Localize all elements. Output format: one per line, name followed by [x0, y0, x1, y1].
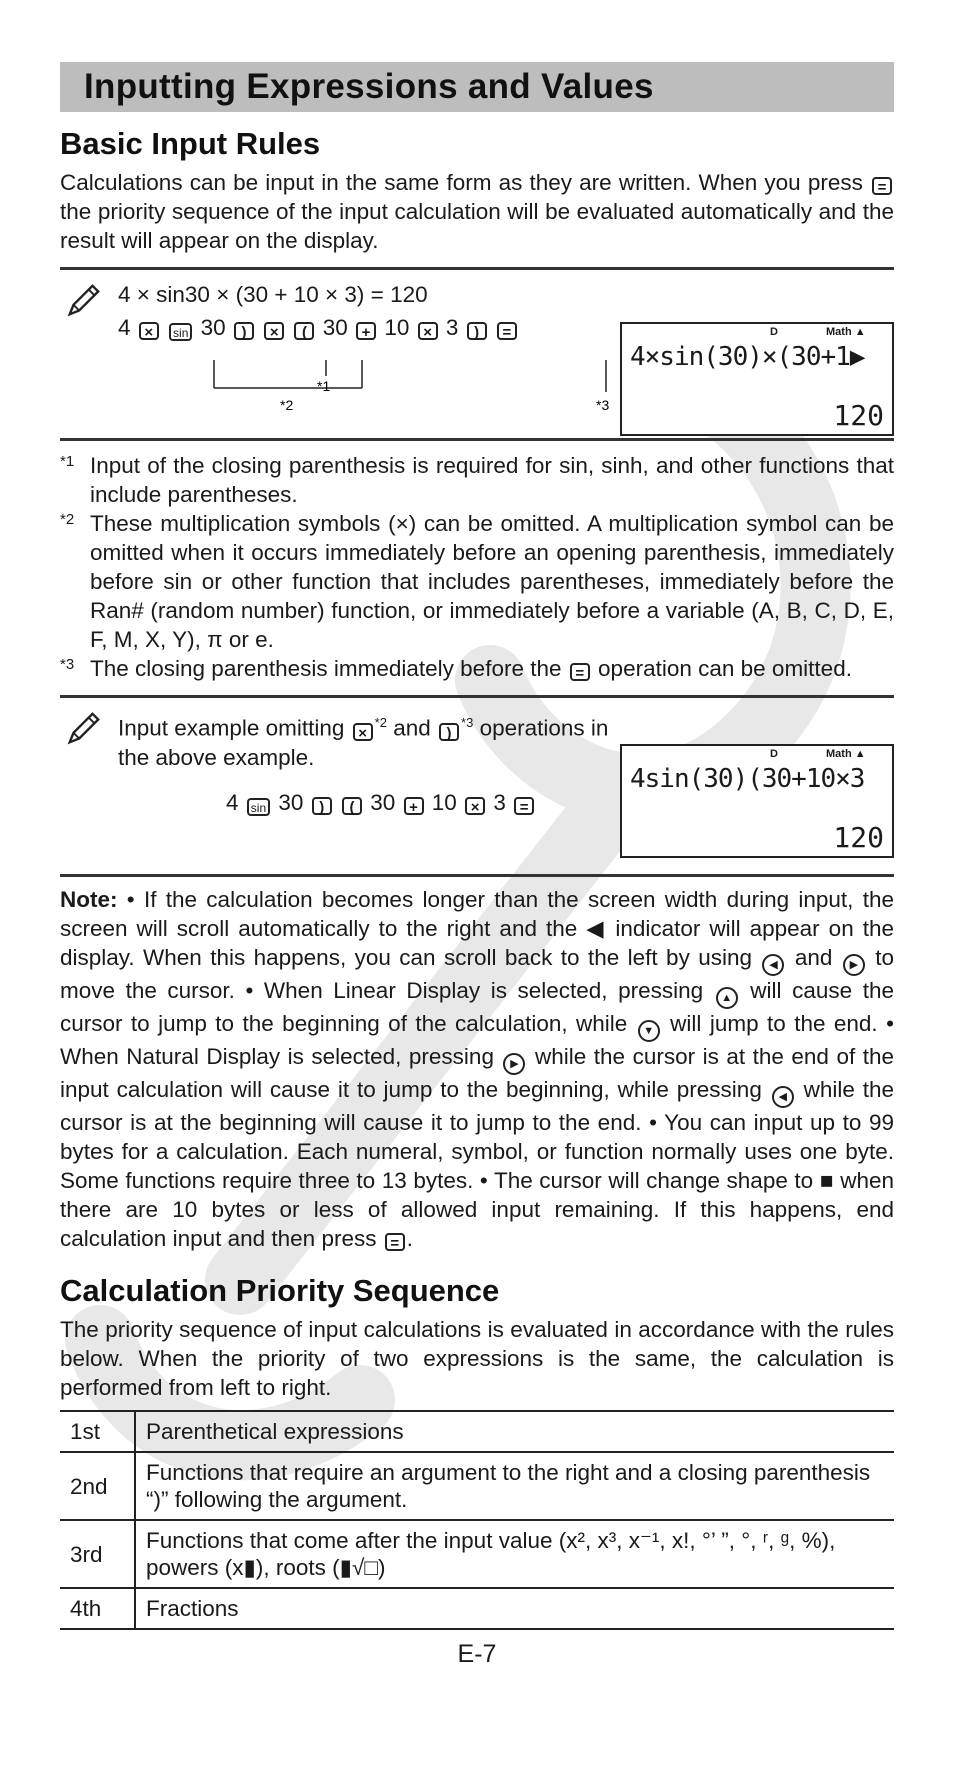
example-2-text: Input example omitting ×$^{*2}$ and )$^{*3}$ operations in the above example. — [118, 715, 609, 770]
up-arrow-key-icon: ▲ — [716, 987, 738, 1009]
section-title-bar — [60, 62, 894, 112]
page-number: E-7 — [457, 1640, 497, 1668]
table-row: 3rd Functions that come after the input value (x², x³, x⁻¹, x!, °’ ”, °, ʳ, ᵍ, %), powers (x▮), roots (▮√□) — [60, 1520, 894, 1588]
right-arrow-key-icon: ▶ — [843, 954, 865, 976]
math-indicator: Math ▲ — [826, 326, 866, 338]
pencil-icon — [64, 710, 102, 748]
page-title: Inputting Expressions and Values — [84, 67, 654, 106]
degree-indicator: D — [770, 748, 778, 760]
mark-3: *3 — [596, 397, 610, 413]
display-expression: 4sin(30)(30+10×3 — [630, 764, 865, 794]
close-paren-key-icon: ) — [467, 322, 487, 340]
example-1 — [60, 267, 894, 441]
display-result: 120 — [833, 399, 884, 432]
basic-input-intro: Calculations can be input in the same form as they are written. When you press = the priority sequence of the input calculation will be evaluated automatically and the result will appear on the display. — [60, 170, 894, 253]
right-arrow-key-icon: ▶ — [503, 1053, 525, 1075]
close-paren-key-icon: ) — [234, 322, 254, 340]
display-expression: 4×sin(30)×(30+1▶ — [630, 342, 865, 372]
equals-key-icon: = — [570, 663, 590, 681]
priority-heading: Calculation Priority Sequence — [60, 1273, 500, 1308]
basic-input-heading: Basic Input Rules — [60, 126, 321, 161]
left-arrow-key-icon: ◀ — [772, 1086, 794, 1108]
degree-indicator: D — [770, 326, 778, 338]
footnotes — [60, 451, 894, 683]
equals-key-icon: = — [514, 797, 534, 815]
left-arrow-key-icon: ◀ — [762, 954, 784, 976]
table-row: 4th Fractions — [60, 1588, 894, 1629]
note-paragraph: Note: • If the calculation becomes longer than the screen width during input, the screen will scroll automatically to the right and the ◀ indicator will appear on the display. When this happens, you can scroll back to the left by using ◀ and ▶ to move the cursor. • When Linear Display is selected, pressing ▲ will cause the cursor to jump to the beginning of the calculation, while ▼ will jump to the end. • When Natural Display is selected, pressing ▶ while the cursor is at the end of the input calculation will cause it to jump to the beginning, while pressing ◀ while the cursor is at the beginning will cause it to jump to the end. • You can input up to 99 bytes for a calculation. Each numeral, symbol, or function normally uses one byte. Some functions require three to 13 bytes. • The cursor will change shape to ■ when there are 10 bytes or less of allowed input remaining. If this happens, end calculation input and then press = . — [60, 887, 895, 1252]
footnote-brackets — [200, 358, 660, 418]
mark-2: *2 — [280, 397, 294, 413]
equals-key-icon: = — [385, 1233, 405, 1251]
mark-1: *1 — [317, 378, 331, 394]
open-paren-key-icon: ( — [294, 322, 314, 340]
sin-key-icon: sin — [169, 323, 192, 341]
pencil-icon — [64, 282, 102, 320]
multiply-key-icon: × — [353, 723, 373, 741]
table-row: 2nd Functions that require an argument to the right and a closing parenthesis “)” following the argument. — [60, 1452, 894, 1520]
sin-key-icon: sin — [247, 798, 270, 816]
example-1-formula: 4 × sin30 × (30 + 10 × 3) = 120 — [118, 282, 428, 307]
example-1-keys: 4 × sin 30 ) × ( 30 + 10 × 3 ) = — [118, 313, 894, 342]
multiply-key-icon: × — [264, 322, 284, 340]
plus-key-icon: + — [404, 797, 424, 815]
calculator-display-1 — [620, 322, 894, 436]
footnote-2: *2 These multiplication symbols (×) can be omitted. A multiplication symbol can be omitted when it occurs immediately before an opening parenthesis, immediately before sin or other function that includes parentheses, immediately before the Ran# (random number) function, or immediately before a variable (A, B, C, D, E, F, M, X, Y), π or e. — [60, 511, 894, 652]
footnote-3: *3 The closing parenthesis immediately before the = operation can be omitted. — [60, 656, 852, 682]
close-paren-key-icon: ) — [312, 797, 332, 815]
display-result: 120 — [833, 821, 884, 854]
multiply-key-icon: × — [418, 322, 438, 340]
close-paren-key-icon: ) — [439, 723, 459, 741]
footnote-1: *1 Input of the closing parenthesis is required for sin, sinh, and other functions that include parentheses. — [60, 453, 894, 507]
multiply-key-icon: × — [465, 797, 485, 815]
example-2 — [60, 695, 894, 877]
table-row: 1st Parenthetical expressions — [60, 1411, 894, 1452]
calculator-display-2 — [620, 744, 894, 858]
example-2-keys: 4 sin 30 ) ( 30 + 10 × 3 = — [226, 790, 536, 816]
down-arrow-key-icon: ▼ — [638, 1020, 660, 1042]
open-paren-key-icon: ( — [342, 797, 362, 815]
math-indicator: Math ▲ — [826, 748, 866, 760]
multiply-key-icon: × — [139, 322, 159, 340]
priority-table — [60, 1410, 894, 1630]
equals-key-icon: = — [872, 177, 892, 195]
equals-key-icon: = — [497, 322, 517, 340]
plus-key-icon: + — [356, 322, 376, 340]
priority-intro: The priority sequence of input calculations is evaluated in accordance with the rules below. When the priority of two expressions is the same, the calculation is performed from left to right. — [60, 1317, 894, 1400]
